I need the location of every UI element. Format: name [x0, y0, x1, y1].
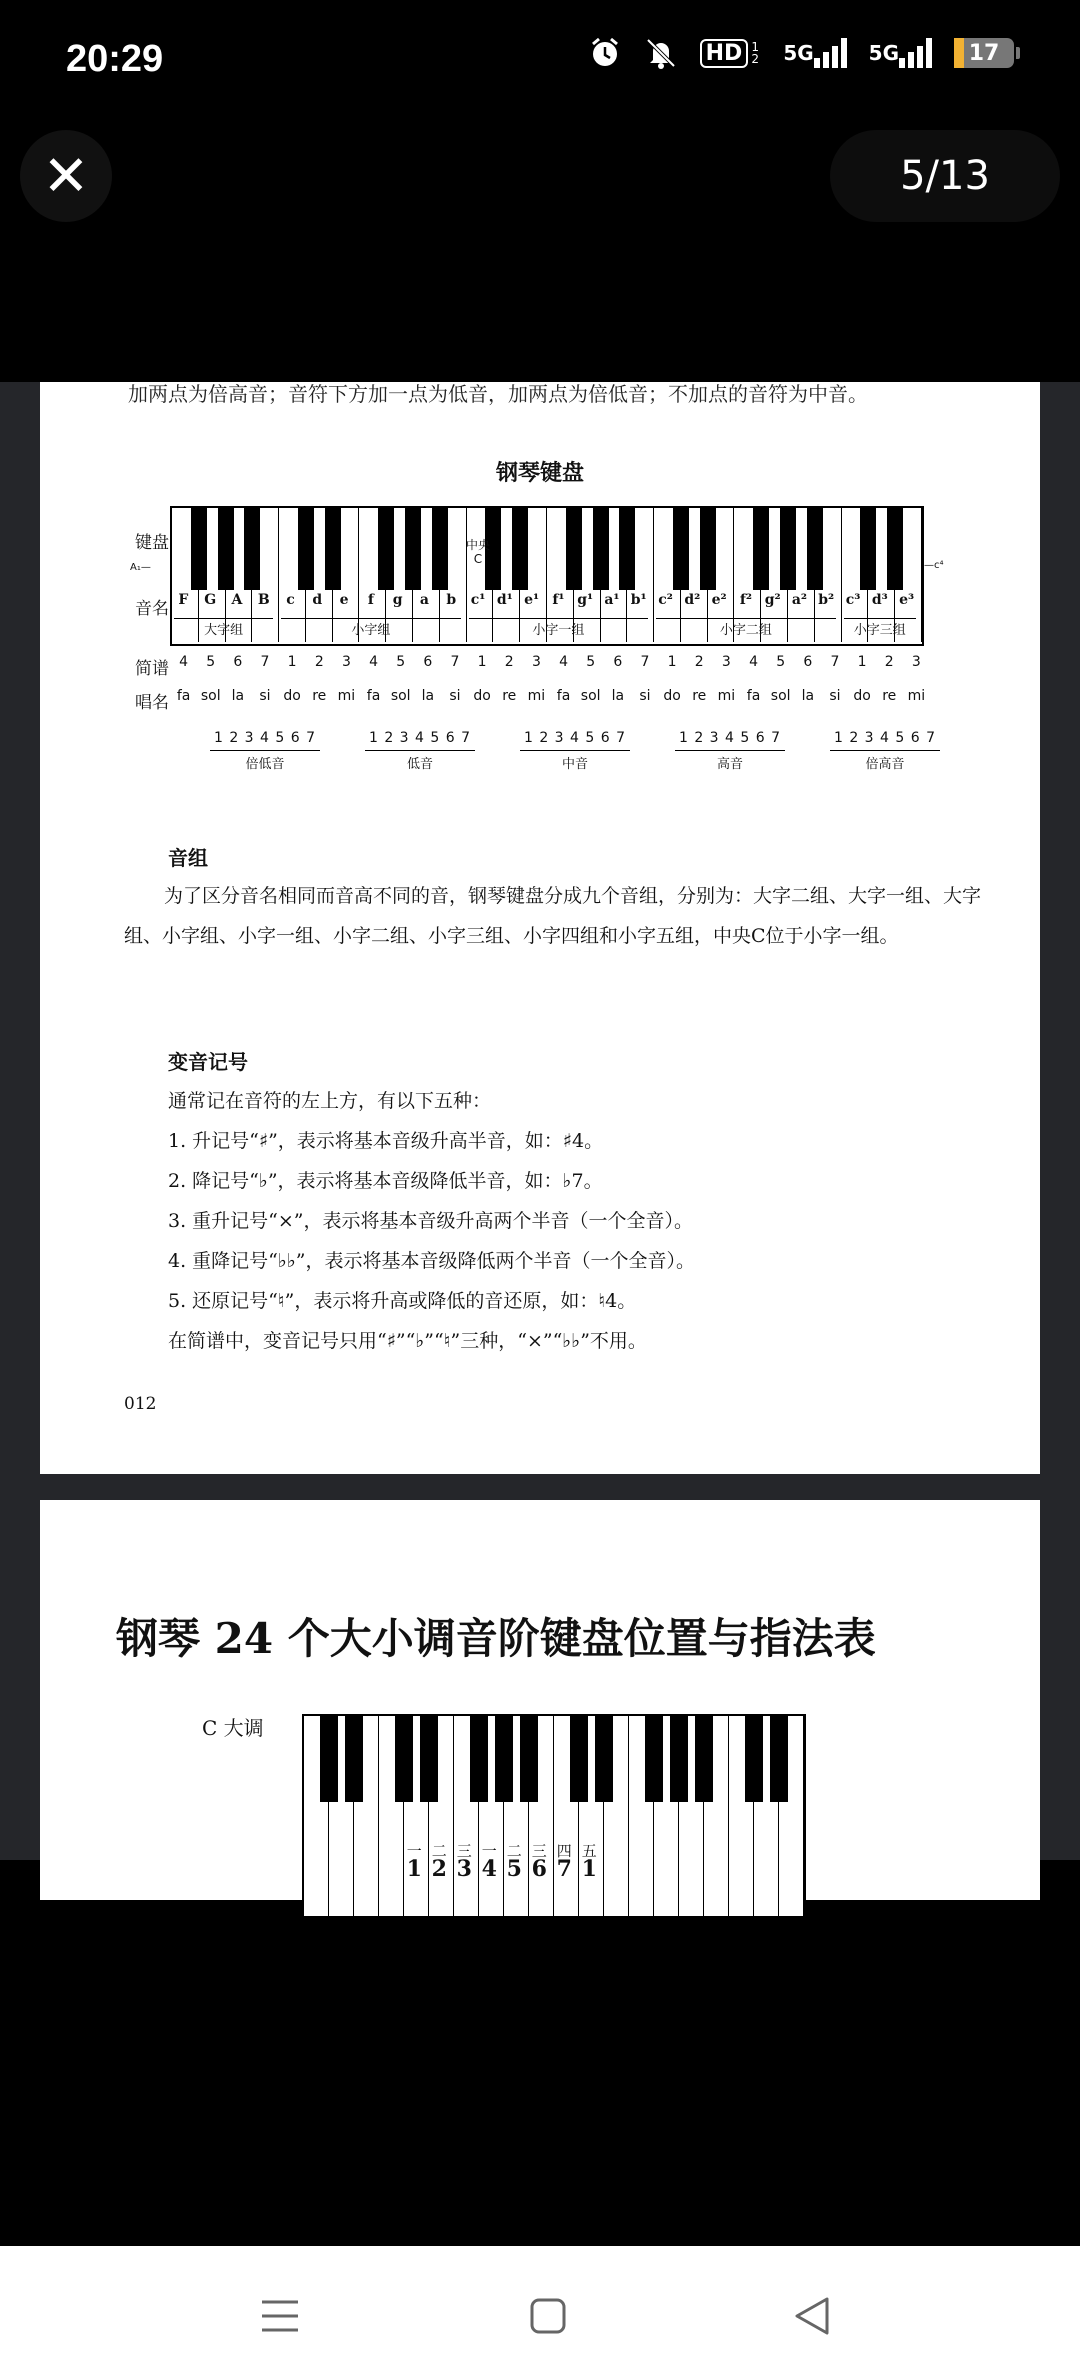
solfege-syllable: sol [200, 688, 221, 704]
mute-bell-icon [644, 36, 678, 70]
white-key [529, 1716, 554, 1916]
jianpu-note: 3 [341, 654, 351, 670]
home-button[interactable] [518, 2286, 578, 2346]
solfege-syllable: do [853, 688, 871, 704]
jianpu-note: 2 [314, 654, 324, 670]
jianpu-row [170, 654, 930, 670]
section-text-yinzu: 为了区分音名相同而音高不同的音，钢琴键盘分成九个音组，分别为：大字二组、大字一组、大字组、小字组、小字一组、小字二组、小字三组、小字四组和小字五组，中央C位于小字一组。 [124, 885, 982, 947]
finger-number: 一 [406, 1842, 422, 1860]
navigation-bar [0, 2246, 1080, 2376]
note-name: e² [711, 592, 727, 608]
note-name: e [339, 592, 349, 608]
octave-group-label: 中音 [520, 750, 630, 772]
solfege-syllable: re [882, 688, 897, 704]
octave-group-numbers: 1 2 3 4 5 6 7 [213, 730, 317, 746]
document-page [40, 382, 1040, 1474]
note-name: b¹ [630, 592, 647, 608]
white-key [779, 1716, 804, 1916]
solfege-syllable: do [283, 688, 301, 704]
note-name: a² [791, 592, 808, 608]
jianpu-note: 4 [179, 654, 189, 670]
back-icon [793, 2296, 831, 2336]
scale-note: 1 [581, 1856, 597, 1882]
finger-number: 二 [506, 1842, 522, 1860]
close-icon: ✕ [42, 143, 90, 209]
jianpu-note: 1 [477, 654, 487, 670]
solfege-syllable: si [449, 688, 461, 704]
finger-number: 二 [431, 1842, 447, 1860]
note-name-row [170, 592, 920, 620]
jianpu-note: 6 [613, 654, 623, 670]
octave-group [830, 730, 940, 772]
section-title-yinzu: 音组 [168, 846, 208, 870]
status-bar [0, 0, 1080, 120]
solfege-syllable: mi [907, 688, 926, 704]
solfege-syllable: sol [770, 688, 791, 704]
solfege-syllable: mi [717, 688, 736, 704]
note-name: a [419, 592, 429, 608]
octave-group-numbers: 1 2 3 4 5 6 7 [833, 730, 937, 746]
solfege-syllable: fa [366, 688, 381, 704]
alarm-icon [588, 36, 622, 70]
menu-button[interactable] [250, 2286, 310, 2346]
note-name: a¹ [604, 592, 620, 608]
note-name: B [257, 592, 270, 608]
row-label-a1: A₁— [130, 562, 151, 573]
battery-icon: 17 [954, 38, 1020, 68]
fingering-cell [427, 1842, 452, 1882]
jianpu-note: 6 [803, 654, 813, 670]
jianpu-note: 1 [287, 654, 297, 670]
solfege-syllable: si [259, 688, 271, 704]
scale-note: 7 [556, 1856, 572, 1882]
keyboard-title: 钢琴键盘 [495, 461, 584, 486]
jianpu-note: 4 [369, 654, 379, 670]
note-name: c² [658, 592, 673, 608]
list-item: 5. 还原记号“♮”，表示将升高或降低的音还原，如：♮4。 [168, 1290, 637, 1312]
note-name: d³ [871, 592, 888, 608]
list-item: 1. 升记号“♯”，表示将基本音级升高半音，如：♯4。 [168, 1130, 604, 1152]
solfege-syllable: la [231, 688, 245, 704]
scale-note: 6 [531, 1856, 547, 1882]
solfege-syllable: re [502, 688, 517, 704]
solfege-syllable: si [639, 688, 651, 704]
fingering-cell [577, 1842, 602, 1882]
signal-1: 5G [783, 38, 846, 68]
clock: 20:29 [66, 38, 164, 80]
scale-note: 3 [456, 1856, 472, 1882]
white-key [354, 1716, 379, 1916]
finger-number: 三 [456, 1842, 472, 1860]
octave-group [520, 730, 630, 772]
c4-label: —c⁴ [924, 560, 944, 571]
octave-group [675, 730, 785, 772]
note-name: c¹ [470, 592, 486, 608]
list-item: 2. 降记号“♭”，表示将基本音级降低半音，如：♭7。 [168, 1170, 603, 1192]
white-key [429, 1716, 454, 1916]
fingering-cell [502, 1842, 527, 1882]
solfege-syllable: fa [556, 688, 571, 704]
section-intro: 通常记在音符的左上方，有以下五种： [168, 1090, 492, 1112]
page-title: 钢琴 24 个大小调音阶键盘位置与指法表 [116, 1614, 876, 1663]
solfege-syllable: re [312, 688, 327, 704]
signal-2: 5G [869, 38, 932, 68]
signal-bars-icon [899, 38, 932, 68]
jianpu-note: 5 [776, 654, 786, 670]
scale-note: 4 [481, 1856, 497, 1882]
white-key [604, 1716, 629, 1916]
note-name: d² [684, 592, 701, 608]
hd-badge: HD 1 2 [700, 39, 762, 68]
row-label-note-name: 音名 [135, 599, 169, 619]
solfege-syllable: mi [337, 688, 356, 704]
solfege-syllable: la [611, 688, 625, 704]
jianpu-note: 7 [640, 654, 650, 670]
jianpu-note: 7 [450, 654, 460, 670]
row-label-changming: 唱名 [135, 693, 169, 713]
octave-group-label: 低音 [365, 750, 475, 772]
solfege-syllable: sol [390, 688, 411, 704]
note-name: G [204, 592, 217, 608]
jianpu-note: 3 [531, 654, 541, 670]
note-name: c [286, 592, 295, 608]
octave-group-label: 倍高音 [830, 750, 940, 772]
jianpu-note: 4 [559, 654, 568, 670]
note-name: e¹ [524, 592, 540, 608]
fingering-cell [452, 1842, 477, 1882]
solfege-syllable: si [829, 688, 841, 704]
fingering-cell [552, 1842, 577, 1882]
jianpu-note: 5 [206, 654, 216, 670]
jianpu-note: 2 [694, 654, 704, 670]
jianpu-note: 7 [260, 654, 270, 670]
page-counter: 5/13 [830, 130, 1060, 222]
list-item: 4. 重降记号“♭♭”，表示将基本音级降低两个半音（一个全音）。 [168, 1250, 696, 1272]
jianpu-note: 1 [667, 654, 677, 670]
scale-note: 5 [506, 1856, 522, 1882]
group-label: 小字二组 [656, 618, 836, 638]
row-label-keyboard: 键盘 [135, 533, 169, 553]
octave-group-numbers: 1 2 3 4 5 6 7 [368, 730, 472, 746]
note-name: f² [739, 592, 752, 608]
jianpu-note: 2 [504, 654, 514, 670]
octave-group [210, 730, 320, 772]
document-viewer[interactable] [0, 382, 1080, 1882]
solfege-syllable: do [663, 688, 681, 704]
white-key [704, 1716, 729, 1916]
note-name: A [231, 592, 243, 608]
c-major-keyboard-diagram [302, 1714, 806, 1916]
note-name: g [392, 592, 403, 608]
jianpu-note: 1 [857, 654, 867, 670]
signal-bars-icon [814, 38, 847, 68]
solfege-syllable: re [692, 688, 707, 704]
list-item: 3. 重升记号“×”，表示将基本音级升高两个半音（一个全音）。 [168, 1210, 694, 1232]
jianpu-note: 5 [586, 654, 596, 670]
menu-icon [260, 2298, 300, 2334]
solfege-syllable: fa [746, 688, 761, 704]
note-name: d¹ [496, 592, 513, 608]
group-label: 小字一组 [469, 618, 649, 638]
note-name: b [446, 592, 457, 608]
key-label: C 大调 [202, 1716, 264, 1740]
jianpu-note: 3 [721, 654, 731, 670]
group-label: 小字组 [281, 618, 461, 638]
note-name: F [178, 592, 189, 608]
finger-number: 四 [556, 1842, 572, 1860]
middle-c-label: 中央C [466, 538, 491, 566]
note-name: b² [818, 592, 835, 608]
note-name: c³ [845, 592, 861, 608]
page-number: 012 [124, 1394, 157, 1414]
finger-number: 一 [481, 1842, 497, 1860]
group-label: 小字三组 [844, 618, 916, 638]
fingering-cell [527, 1842, 552, 1882]
solfege-syllable: mi [527, 688, 546, 704]
back-button[interactable] [782, 2286, 842, 2346]
solfege-syllable: fa [176, 688, 191, 704]
finger-number: 三 [531, 1842, 547, 1860]
octave-group-numbers: 1 2 3 4 5 6 7 [678, 730, 782, 746]
document-page [40, 1500, 1040, 1900]
note-name: f [367, 592, 374, 608]
note-name: g¹ [577, 592, 594, 608]
note-name: f¹ [552, 592, 565, 608]
jianpu-note: 2 [884, 654, 894, 670]
solfege-syllable: do [473, 688, 491, 704]
octave-group [365, 730, 475, 772]
section-title-bianyin: 变音记号 [168, 1050, 248, 1074]
fingering-cell [402, 1842, 427, 1882]
octave-group-label: 倍低音 [210, 750, 320, 772]
jianpu-note: 6 [423, 654, 433, 670]
solfege-syllable: sol [580, 688, 601, 704]
cut-text-line: 加两点为倍高音；音符下方加一点为低音，加两点为倍低音；不加点的音符为中音。 [128, 382, 868, 406]
note-name: g² [764, 592, 781, 608]
finger-number: 五 [581, 1842, 597, 1860]
note-name: e³ [899, 592, 915, 608]
close-button[interactable] [20, 130, 112, 222]
closing-line: 在简谱中，变音记号只用“♯”“♭”“♮”三种，“×”“♭♭”不用。 [168, 1330, 647, 1352]
row-label-jianpu: 简谱 [135, 659, 169, 679]
scale-note: 1 [406, 1856, 422, 1882]
scale-note: 2 [431, 1856, 447, 1882]
jianpu-note: 3 [911, 654, 921, 670]
jianpu-note: 6 [233, 654, 243, 670]
solfege-syllable: la [421, 688, 435, 704]
octave-group-numbers: 1 2 3 4 5 6 7 [523, 730, 627, 746]
jianpu-note: 7 [830, 654, 840, 670]
changming-row [170, 688, 930, 704]
jianpu-note: 5 [396, 654, 406, 670]
fingering-cell [477, 1842, 502, 1882]
solfege-syllable: la [801, 688, 815, 704]
jianpu-note: 4 [749, 654, 758, 670]
octave-group-label: 高音 [675, 750, 785, 772]
group-label: 大字组 [174, 618, 273, 638]
note-name: d [312, 592, 323, 608]
home-icon [529, 2297, 567, 2335]
